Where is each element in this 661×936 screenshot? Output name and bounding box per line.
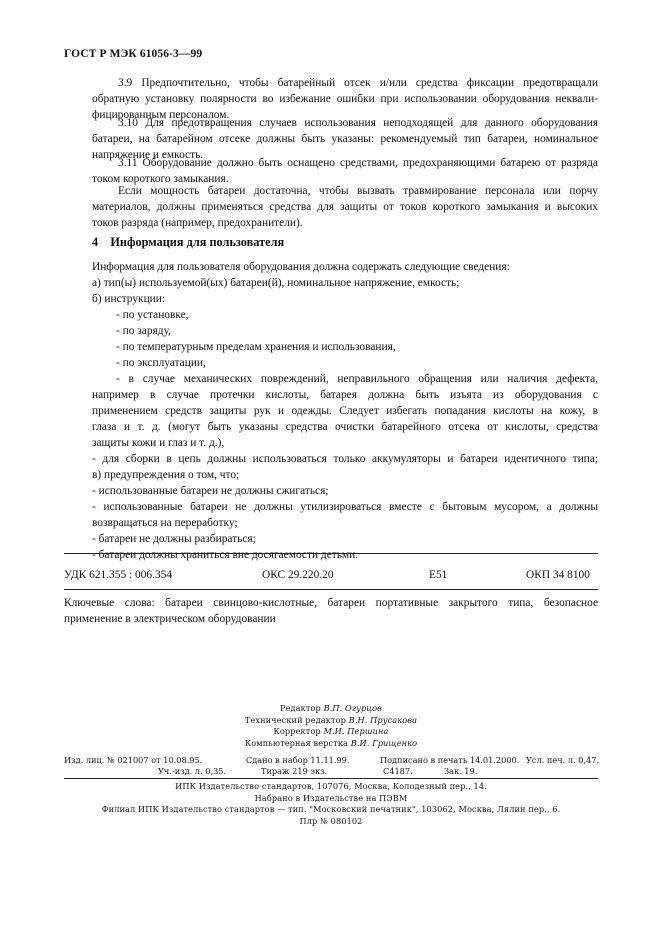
credit-tech-editor — [64, 715, 598, 727]
keywords — [64, 595, 598, 627]
list-item: б) инструкции: — [92, 293, 166, 305]
section-title: Информация для пользователя — [110, 235, 285, 249]
text-line: напряжение и емкость. — [92, 149, 204, 161]
imprint-tirazh: Тираж 219 экз. — [261, 766, 328, 776]
list-subitem: - использованные батареи не должны сжигаться; — [92, 485, 329, 497]
text-line: глаза и т. д. (могут быть указаны средства очистки батарейного отсека от кислоты, средства — [92, 421, 598, 433]
credit-label: Компьютерная верстка — [244, 737, 349, 748]
list-item: а) тип(ы) используемой(ых) батареи(й), номинальное напряжение, емкость; — [92, 277, 460, 289]
document-header-code: ГОСТ Р МЭК 61056-3—99 — [64, 48, 203, 60]
imprint-sent-date: Сдано в набор 11.11.99. — [246, 755, 350, 765]
text-line: - в случае механических повреждений, неправильного обращения или наличия дефекта, — [116, 373, 598, 385]
text-line: током короткого замыкания. — [92, 173, 229, 185]
text-line: Информация для пользователя оборудования должна содержать следующие сведения: — [92, 261, 510, 273]
list-subitem: - для сборки в цепь должны использоваться только аккумуляторы и батареи идентичного типа; — [92, 453, 598, 465]
list-subitem: - батареи не должны разбираться; — [92, 533, 256, 545]
text-line: защиты кожи и глаз и т. д.), — [92, 437, 225, 449]
paragraph-3-11-continued — [92, 183, 598, 231]
typeset-note: Набрано в Издательстве на ПЭВМ — [254, 792, 408, 803]
text-line: Ключевые слова: батареи свинцово-кислотные, батареи портативные закрытого типа, безопасное — [64, 597, 598, 609]
credit-label: Редактор — [279, 703, 321, 713]
text-line: фицированным персоналом. — [92, 109, 230, 121]
okp-code: ОКП 34 8100 — [526, 569, 590, 581]
text-line: 3.9 Предпочтительно, чтобы батарейный отсек и/или средства фиксации предотвращали — [118, 77, 598, 89]
divider — [64, 589, 598, 590]
credit-name: М.И. Першина — [323, 726, 389, 737]
text-line: например в случае протечки кислоты, батарея должна быть изъята из оборудования с — [92, 389, 598, 401]
imprint-credits — [64, 703, 598, 749]
list-subitem: - по заряду, — [116, 325, 171, 337]
printer-address: Филиал ИПК Издательство стандартов — тип. "Московский печатник", 103062, Москва, Лялин пер., 6. — [101, 804, 561, 815]
list-item: в) предупреждения о том, что; — [92, 469, 240, 481]
text-line: материалов, должны применяться средства для защиты от токов короткого замыкания и высоких — [92, 201, 598, 213]
imprint-sheets: Усл. печ. л. 0,47. — [526, 755, 600, 765]
list-subitem: - батареи должны храниться вне досягаемости детьми. — [92, 549, 359, 561]
divider — [64, 553, 598, 554]
text-line: 3.10 Для предотвращения случаев использования неподходящей для данного оборудования — [118, 117, 598, 129]
text-line: Если мощность батареи достаточна, чтобы вызвать травмирование персонала или порчу — [118, 185, 598, 197]
imprint-code: С4187. — [383, 766, 413, 776]
imprint-signed-date: Подписано в печать 14.01.2000. — [380, 755, 520, 765]
e-code: Е51 — [429, 569, 448, 581]
text-line: применением средств защиты рук и одежды. Следует избегать попадания кислоты на кожу, в — [92, 405, 598, 417]
user-info-list — [92, 259, 598, 563]
section-number: 4 — [92, 235, 99, 249]
section-heading — [92, 235, 284, 250]
oks-code: ОКС 29.220.20 — [262, 569, 334, 581]
text-line: 3.11 Оборудование должно быть оснащено средствами, предохраняющими батарею от разряда — [118, 157, 598, 169]
credit-layout — [64, 738, 598, 750]
text-line: токов разряда (например, предохранители). — [92, 217, 303, 229]
text-line: обратную установку полярности во избежание ошибки при использовании оборудования неквали- — [92, 93, 598, 105]
text-line: батареи, на батарейном отсеке должны быть указаны: рекомендуемый тип батареи, номинальное — [92, 133, 598, 145]
divider — [64, 778, 598, 779]
publisher-address: ИПК Издательство стандартов, 107076, Москва, Колодезный пер., 14. — [175, 781, 487, 791]
list-subitem: - по температурным пределам хранения и использования, — [116, 341, 396, 353]
credit-name: В.Н. Прусакова — [348, 714, 418, 725]
imprint-license: Изд. лиц. № 021007 от 10.08.95. — [64, 755, 203, 765]
credit-editor — [64, 703, 598, 715]
text-line: - использованные батареи не должны утилизироваться вместе с бытовым мусором, а должны — [92, 501, 598, 513]
imprint-order: Зак. 19. — [444, 766, 478, 776]
credit-label: Технический редактор — [244, 714, 346, 725]
udk-code: УДК 621.355 : 006.354 — [64, 569, 173, 581]
credit-name: В.И. Грищенко — [350, 737, 418, 748]
text-line: применение в электрическом оборудовании — [64, 613, 276, 625]
credit-corrector — [64, 726, 598, 738]
list-subitem: - по установке, — [116, 309, 189, 321]
credit-name: В.П. Огурцов — [323, 703, 383, 713]
list-subitem: - по эксплуатации, — [116, 357, 206, 369]
text-line: возвращаться на переработку; — [92, 517, 238, 529]
imprint-publisher — [64, 781, 598, 827]
plr-number: Плр № 080102 — [299, 815, 363, 826]
credit-label: Корректор — [273, 726, 321, 737]
imprint-uch-izd: Уч.-изд. л. 0,35. — [158, 766, 227, 776]
